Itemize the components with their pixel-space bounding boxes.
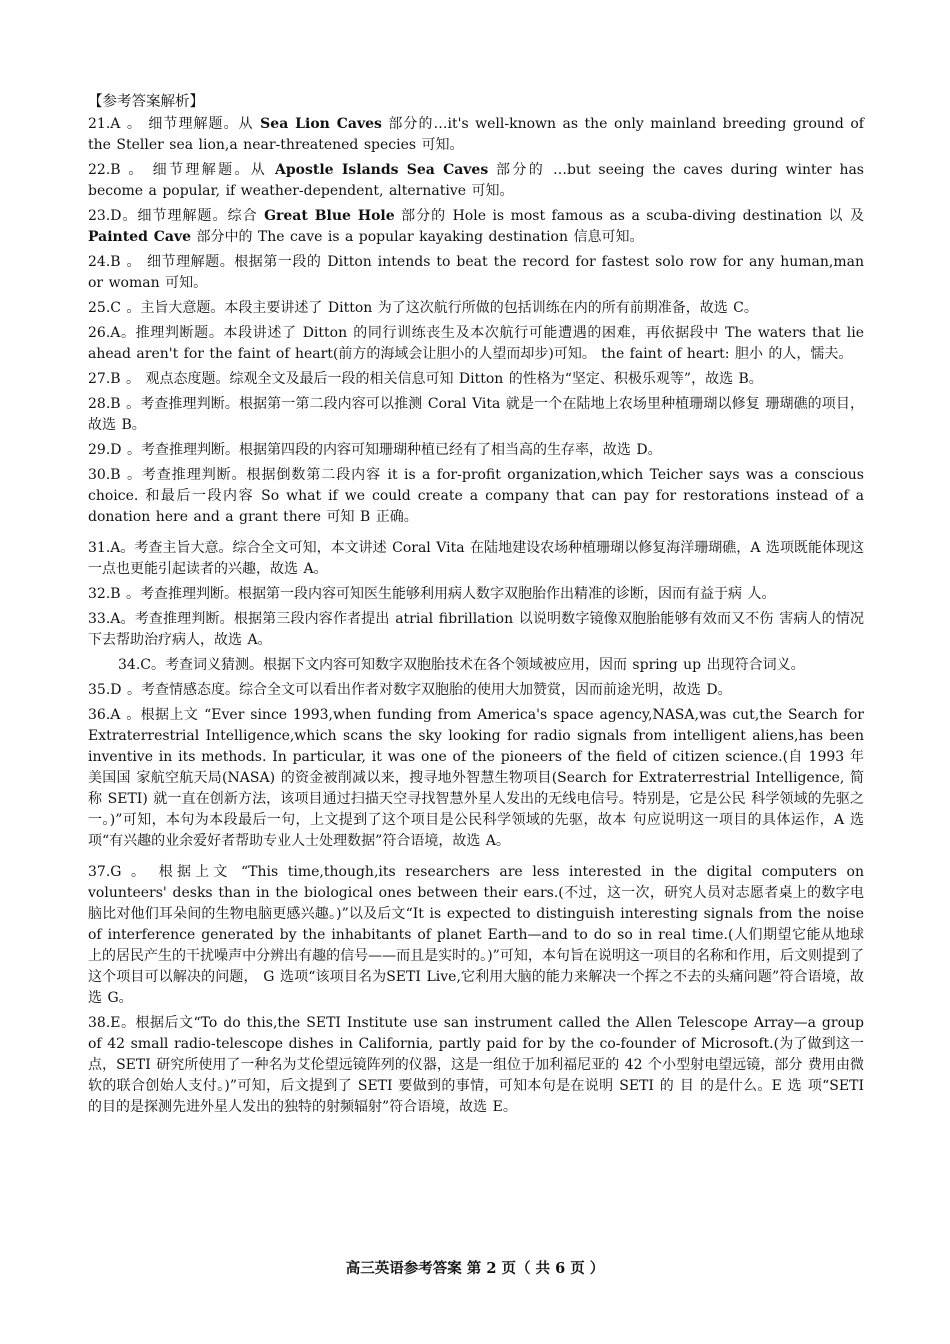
answer-item [88, 680, 864, 701]
answer-text: 28.B 。考查推理判断。根据第一第二段内容可以推测 Coral Vita 就是一个在陆地上农场里种植珊瑚以修复 珊瑚礁的项目，故选 B。 [88, 396, 864, 433]
page-footer: 高三英语参考答案 第 2 页（ 共 6 页 ） [345, 1260, 605, 1277]
answer-keyword: Painted Cave [88, 229, 192, 245]
answer-text: 34.C。考查词义猜测。根据下文内容可知数字双胞胎技术在各个领域被应用，因而 spring up 出现符合词义。 [118, 657, 805, 673]
answer-text: 36.A 。根据上文 “Ever since 1993,when funding from America's space agency,NASA,was cut,the Search for Extraterrestrial Intelligence,which scans the sky looking for radio signals from intelligent aliens,has been inventive in its methods. In particular, it was one of the pioneers of the field of citizen science.(自 1993 年美国国 家航空航天局(NASA) 的资金被削减以来，搜寻地外智慧生物项目(Search for Extraterrestrial Intelligence, 简 称 SETI) 就一直在创新方法，该项目通过扫描天空寻找智慧外星人发出的无线电信号。特别是，它是公民 科学领域的先驱之一。)”可知，本句为本段最后一句，上文提到了这个项目是公民科学领域的先驱，故本 句应说明这一项目的具体运作，A 选项“有兴趣的业余爱好者帮助专业人士处理数据”符合语境，故选 A。 [88, 707, 864, 849]
answer-text: 部分的 …but seeing the caves during winter has become a popular, if weather-dependent, alternative 可知。 [88, 162, 864, 199]
answer-text: 37.G 。 根据上文 “This time,though,its researchers are less interested in the digital computers on volunteers' desks than in the biological ones between their ears.(不过，这一次，研究人员对志愿者桌上的数字电脑比对他们耳朵间的生物电脑更感兴趣。)”以及后文“It is expected to distinguish interesting signals from the noise of interference generated by the inhabitants of planet Earth—and to do so in real time.(人们期望它能从地球上的居民产生的干扰噪声中分辨出有趣的信号——而且是实时的。)”可知，本句旨在说明这一项目的名称和作用，后文则提到了这个项目可以解决的问题， G 选项“该项目名为SETI Live,它利用大脑的能力来解决一个挥之不去的头痛问题”符合语境，故选 G。 [88, 864, 864, 1006]
answer-text: 32.B 。考查推理判断。根据第一段内容可知医生能够利用病人数字双胞胎作出精准的诊断，因而有益于病 人。 [88, 586, 776, 602]
answer-list [88, 114, 864, 1118]
answer-keyword: Great Blue Hole [264, 208, 395, 224]
answer-text: 35.D 。考查情感态度。综合全文可以看出作者对数字双胞胎的使用大加赞赏，因而前途光明，故选 D。 [88, 682, 732, 698]
answer-text: 24.B 。 细节理解题。根据第一段的 Ditton intends to beat the record for fastest solo row for any human,man or woman 可知。 [88, 254, 864, 291]
answer-item [88, 655, 864, 676]
answer-item [88, 465, 864, 528]
answer-text: 22.B 。 细节理解题。从 [88, 162, 276, 178]
section-heading: 【参考答案解析】 [88, 94, 204, 110]
answer-item [88, 705, 864, 852]
answer-text: 部分中的 The cave is a popular kayaking destination 信息可知。 [191, 229, 644, 245]
answer-text: 部分的 Hole is most famous as a scuba-diving destination 以 及 [394, 208, 864, 224]
answer-keyword: Apostle Islands Sea Caves [275, 162, 489, 178]
answer-text: 33.A。考查推理判断。根据第三段内容作者提出 atrial fibrillation 以说明数字镜像双胞胎能够有效而又不伤 害病人的情况下去帮助治疗病人，故选 A。 [88, 611, 864, 648]
answer-text: 38.E。根据后文“To do this,the SETI Institute use san instrument called the Allen Telescope Array—a group of 42 small radio-telescope dishes in California, partly paid for by the co-founder of Microsoft.(为了做到这一点，SETI 研究所使用了一种名为艾伦望远镜阵列的仪器，这是一组位于加利福尼亚的 42 个小型射电望远镜，部分 费用由微软的联合创始人支付。)”可知，后文提到了 SETI 要做到的事情，可知本句是在说明 SETI 的 目 的是什么。E 选 项“SETI 的目的是探测先进外星人发出的独特的射频辐射”符合语境，故选 E。 [88, 1015, 864, 1115]
answer-item [88, 298, 864, 319]
answer-item [88, 160, 864, 202]
answer-item [88, 440, 864, 461]
answer-text: 部分的…it's well-known as the only mainland breeding ground of the Steller sea lion,a near-threatened species 可知。 [88, 116, 864, 153]
answer-item [88, 584, 864, 605]
answer-keyword: Sea Lion Caves [260, 116, 382, 132]
answer-item [88, 114, 864, 156]
answer-item [88, 1013, 864, 1118]
answer-item [88, 206, 864, 248]
answer-text: 27.B 。 观点态度题。综观全文及最后一段的相关信息可知 Ditton 的性格为“坚定、积极乐观等”，故选 B。 [88, 371, 763, 387]
answer-text: 29.D 。考查推理判断。根据第四段的内容可知珊瑚种植已经有了相当高的生存率，故选 D。 [88, 442, 662, 458]
answer-item [88, 252, 864, 294]
answer-item [88, 862, 864, 1009]
answer-text: 30.B 。考查推理判断。根据倒数第二段内容 it is a for-profit organization,which Teicher says was a conscious choice. 和最后一段内容 So what if we could create a company that can pay for restorations instead of a donation here and a grant there 可知 B 正确。 [88, 467, 864, 525]
answer-text: 31.A。考查主旨大意。综合全文可知，本文讲述 Coral Vita 在陆地建设农场种植珊瑚以修复海洋珊瑚礁，A 选项既能体现这一点也更能引起读者的兴趣，故选 A。 [88, 540, 864, 577]
answer-item [88, 394, 864, 436]
answer-item [88, 538, 864, 580]
answer-text: 26.A。推理判断题。本段讲述了 Ditton 的同行训练丧生及本次航行可能遭遇的困难，再依据段中 The waters that lie ahead aren't for the faint of heart(前方的海域会让胆小的人望而却步)可知。 the faint of heart: 胆小 的人，懦夫。 [88, 325, 864, 362]
answer-item [88, 369, 864, 390]
answer-document [88, 92, 864, 1122]
answer-text: 25.C 。主旨大意题。本段主要讲述了 Ditton 为了这次航行所做的包括训练在内的所有前期准备，故选 C。 [88, 300, 758, 316]
answer-text: 21.A 。 细节理解题。从 [88, 116, 261, 132]
answer-item [88, 323, 864, 365]
answer-text: 23.D。细节理解题。综合 [88, 208, 265, 224]
answer-item [88, 609, 864, 651]
